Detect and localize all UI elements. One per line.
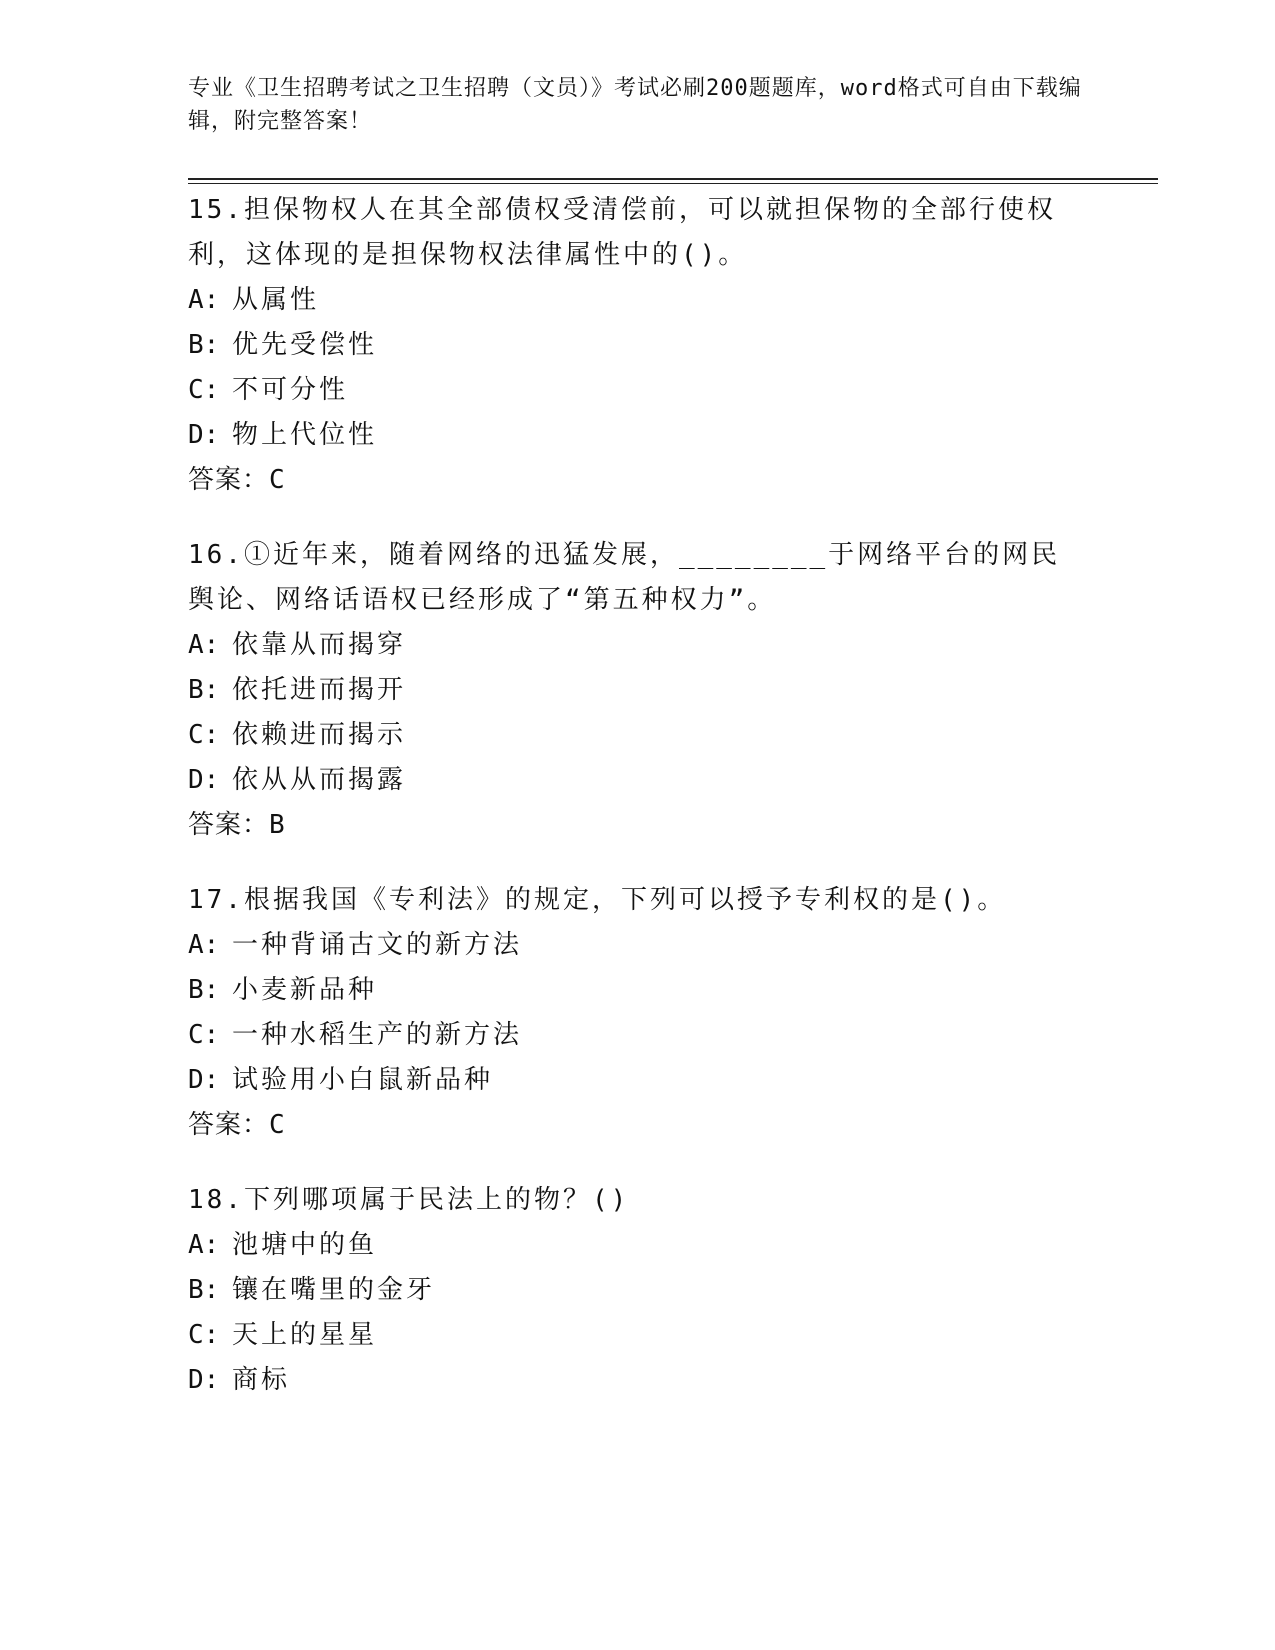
option-text: 池塘中的鱼 <box>232 1230 378 1260</box>
header-divider <box>188 178 1158 184</box>
option-letter: C: <box>188 1020 220 1050</box>
option-letter: B: <box>188 975 220 1005</box>
option-a <box>188 278 1088 323</box>
option-letter: B: <box>188 1275 220 1305</box>
answer-line: 答案：C <box>188 465 286 495</box>
option-b <box>188 968 1088 1013</box>
option-letter: C: <box>188 375 220 405</box>
option-c <box>188 1313 1088 1358</box>
option-c <box>188 368 1088 413</box>
option-a <box>188 1223 1088 1268</box>
option-text: 不可分性 <box>232 375 349 405</box>
option-letter: C: <box>188 720 220 750</box>
option-letter: A: <box>188 630 220 660</box>
option-text: 小麦新品种 <box>232 975 378 1005</box>
option-letter: A: <box>188 930 220 960</box>
option-text: 依从从而揭露 <box>232 765 407 795</box>
question-stem: 16.①近年来，随着网络的迅猛发展，________于网络平台的网民舆论、网络话语权已经形成了“第五种权力”。 <box>188 540 1061 615</box>
question-17 <box>188 878 1088 1148</box>
option-d <box>188 758 1088 803</box>
question-18 <box>188 1178 1088 1403</box>
document-header: 专业《卫生招聘考试之卫生招聘（文员）》考试必刷200题题库，word格式可自由下载编辑，附完整答案！ <box>188 76 1082 134</box>
option-d <box>188 1358 1088 1403</box>
option-letter: B: <box>188 330 220 360</box>
option-letter: A: <box>188 1230 220 1260</box>
option-text: 天上的星星 <box>232 1320 378 1350</box>
option-text: 一种背诵古文的新方法 <box>232 930 523 960</box>
option-d <box>188 413 1088 458</box>
option-text: 镶在嘴里的金牙 <box>232 1275 436 1305</box>
option-text: 依托进而揭开 <box>232 675 407 705</box>
question-stem: 15.担保物权人在其全部债权受清偿前，可以就担保物的全部行使权利，这体现的是担保物权法律属性中的()。 <box>188 195 1056 270</box>
option-b <box>188 668 1088 713</box>
option-text: 依靠从而揭穿 <box>232 630 407 660</box>
option-letter: A: <box>188 285 220 315</box>
question-list <box>188 188 1088 1433</box>
option-text: 试验用小白鼠新品种 <box>232 1065 494 1095</box>
option-b <box>188 323 1088 368</box>
question-16 <box>188 533 1088 848</box>
answer-line: 答案：C <box>188 1110 286 1140</box>
option-a <box>188 623 1088 668</box>
option-d <box>188 1058 1088 1103</box>
option-text: 优先受偿性 <box>232 330 378 360</box>
question-15 <box>188 188 1088 503</box>
option-letter: D: <box>188 1365 220 1395</box>
question-stem: 17.根据我国《专利法》的规定，下列可以授予专利权的是()。 <box>188 885 1007 915</box>
option-c <box>188 1013 1088 1058</box>
question-stem: 18.下列哪项属于民法上的物？() <box>188 1185 630 1215</box>
option-text: 从属性 <box>232 285 320 315</box>
option-letter: B: <box>188 675 220 705</box>
option-b <box>188 1268 1088 1313</box>
option-letter: C: <box>188 1320 220 1350</box>
option-letter: D: <box>188 1065 220 1095</box>
option-letter: D: <box>188 420 220 450</box>
option-c <box>188 713 1088 758</box>
option-text: 物上代位性 <box>232 420 378 450</box>
option-text: 一种水稻生产的新方法 <box>232 1020 523 1050</box>
option-a <box>188 923 1088 968</box>
answer-line: 答案：B <box>188 810 286 840</box>
option-letter: D: <box>188 765 220 795</box>
option-text: 依赖进而揭示 <box>232 720 407 750</box>
option-text: 商标 <box>232 1365 291 1395</box>
